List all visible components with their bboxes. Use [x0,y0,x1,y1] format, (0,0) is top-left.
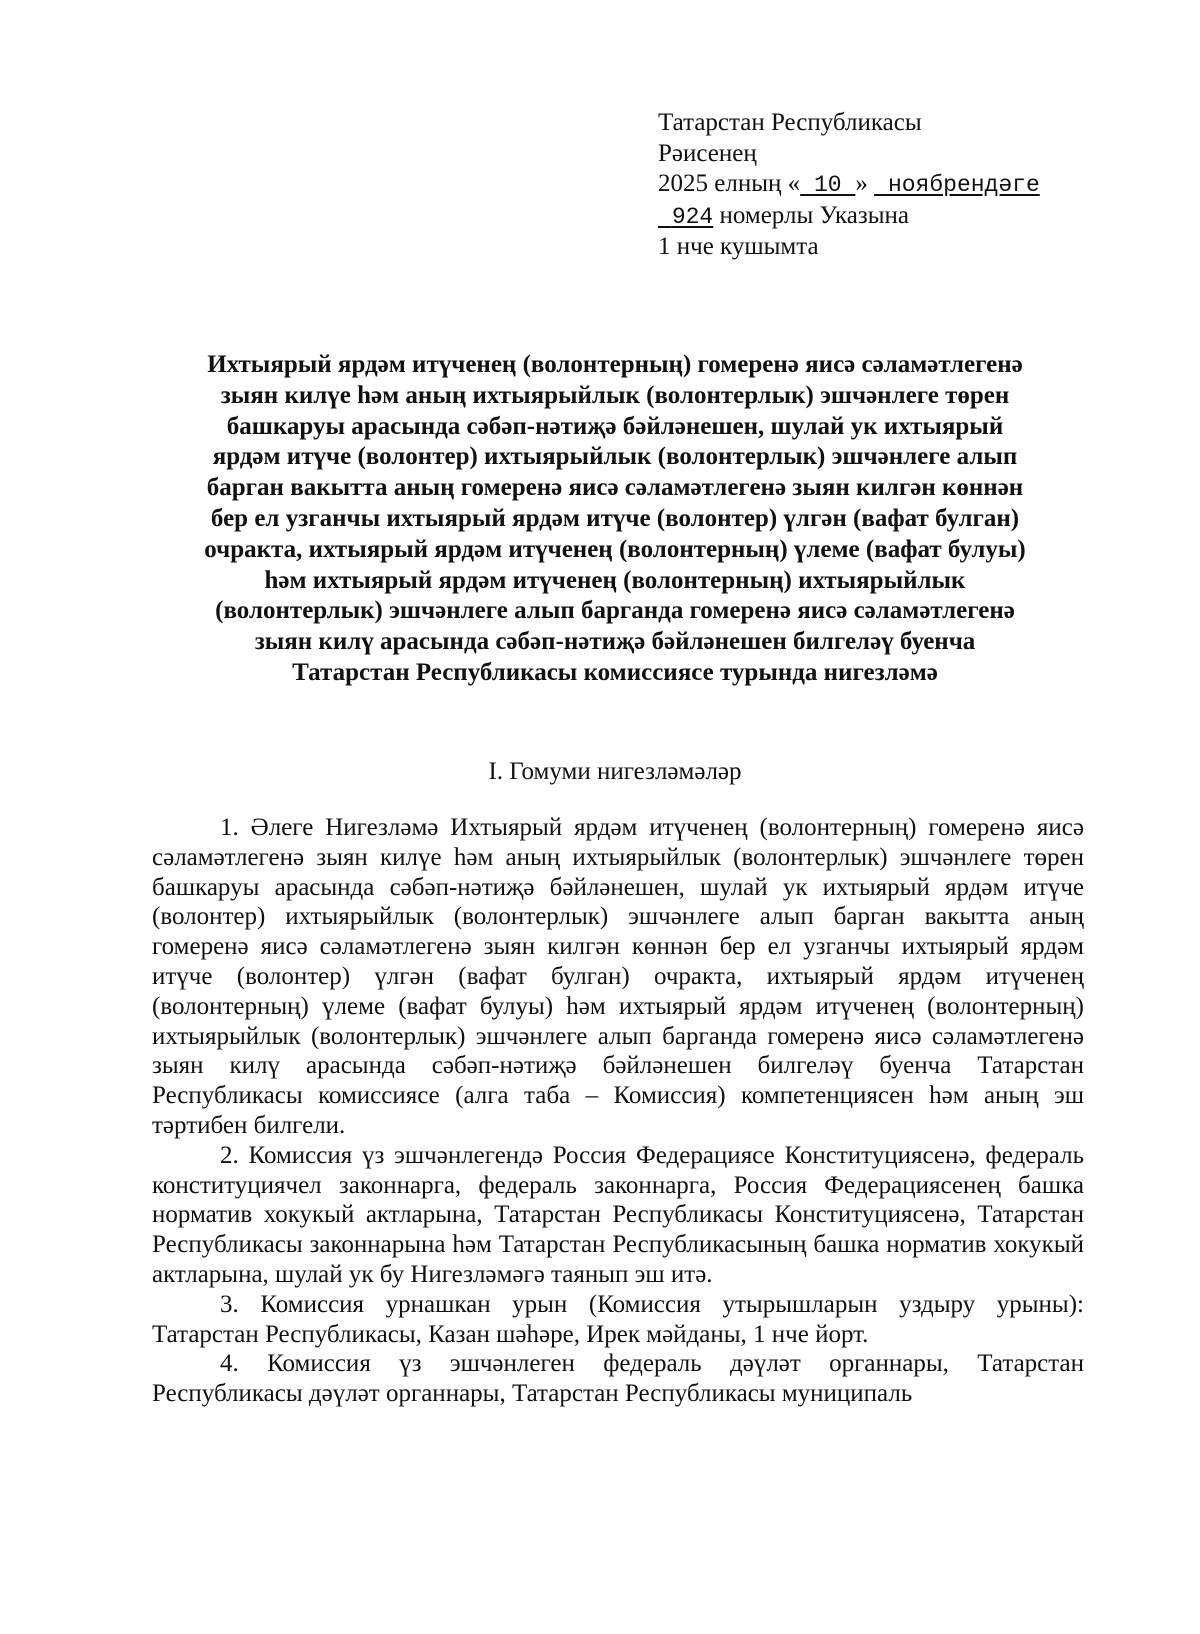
paragraph-2: 2. Комиссия үз эшчәнлегендә Россия Федерациясе Конституциясенә, федераль конституциячел законнарга, федераль законнарга, Россия Федерациясенең башка норматив хокукый актларына, Татарстан Республикасы Конституциясенә, Татарстан Республикасы законнарына һәм Татарстан Республикасының башка норматив хокукый актларына, шулай ук бу Нигезләмәгә таянып эш итә. [152,1141,1084,1288]
stamp-line-2: Рәисенең [658,139,757,167]
title-line: Татарстан Республикасы комиссиясе турында нигезләмә [292,658,938,686]
paragraph-4: 4. Комиссия үз эшчәнлеген федераль дәүләт органнары, Татарстан Республикасы дәүләт органнары, Татарстан Республикасы муниципаль [152,1350,1084,1408]
document-body [152,813,1084,1409]
title-line: барган вакытта аның гомеренә яисә сәламәтлегенә зыян килгән көннән [206,474,1024,502]
approval-stamp [658,108,1118,263]
title-line: ярдәм итүче (волонтер) ихтыярыйлык (волонтерлык) эшчәнлеге алып [212,443,1018,471]
stamp-year-prefix: 2025 елның « [658,170,801,197]
stamp-number-suffix: номерлы Указына [719,201,910,229]
title-line: башкаруы арасында сәбәп-нәтиҗә бәйләнешен, шулай ук ихтыярый [226,412,1004,440]
stamp-number-line [658,201,1118,233]
title-line: зыян килүе һәм аның ихтыярыйлык (волонтерлык) эшчәнлеге төрен [220,381,1010,409]
title-line: (волонтерлык) эшчәнлеге алып барганда гомеренә яисә сәламәтлегенә [215,597,1015,625]
title-line: зыян килү арасында сәбәп-нәтиҗә бәйләнешен билгеләү буенча [254,628,976,656]
title-line: Ихтыярый ярдәм итүченең (волонтерның) гомеренә яисә сәламәтлегенә [207,351,1023,378]
document-title [140,350,1090,689]
stamp-number: 924 [671,203,714,230]
title-line: бер ел узганчы ихтыярый ярдәм итүче (волонтер) үлгән (вафат булган) [210,504,1020,532]
stamp-month: ноябрендәге [887,172,1040,198]
section-heading: I. Гомуми нигезләмәләр [488,758,742,785]
paragraph-3: 3. Комиссия урнашкан урын (Комиссия утырышларын уздыру урыны): Татарстан Республикасы, Казан шәһәре, Ирек мәйданы, 1 нче йорт. [152,1290,1084,1348]
title-line: һәм ихтыярый ярдәм итүченең (волонтерның) ихтыярыйлык [264,566,966,594]
stamp-day: 10 [813,172,842,198]
paragraph-1: 1. Әлеге Нигезләмә Ихтыярый ярдәм итүченең (волонтерның) гомеренә яисә сәламәтлегенә зыян килүе һәм аның ихтыярыйлык (волонтерлык) эшчәнлеге төрен башкаруы арасында сәбәп-нәтиҗә бәйләнешен, шулай ук ихтыярый ярдәм итүче (волонтер) ихтыярыйлык (волонтерлык) эшчәнлеге алып барган вакытта аның гомеренә яисә сәламәтлегенә зыян килгән көннән бер ел узганчы ихтыярый ярдәм итүче (волонтер) үлгән (вафат булган) очракта, ихтыярый ярдәм итүченең (волонтерның) үлеме (вафат булуы) һәм ихтыярый ярдәм итүченең (волонтерның) ихтыярыйлык (волонтерлык) эшчәнлеге алып барганда гомеренә яисә сәламәтлегенә зыян килү арасында сәбәп-нәтиҗә бәйләнешен билгеләү буенча Татарстан Республикасы комиссиясе (алга таба – Комиссия) компетенциясен һәм аның эш тәртибен билгели. [152,814,1084,1139]
stamp-date-line [658,169,1118,201]
stamp-line-1: Татарстан Республикасы [658,109,922,136]
title-line: очракта, ихтыярый ярдәм итүченең (волонтерның) үлеме (вафат булуы) [204,535,1026,563]
stamp-quote-close: » [855,170,868,197]
stamp-line-5: 1 нче кушымта [658,233,819,260]
